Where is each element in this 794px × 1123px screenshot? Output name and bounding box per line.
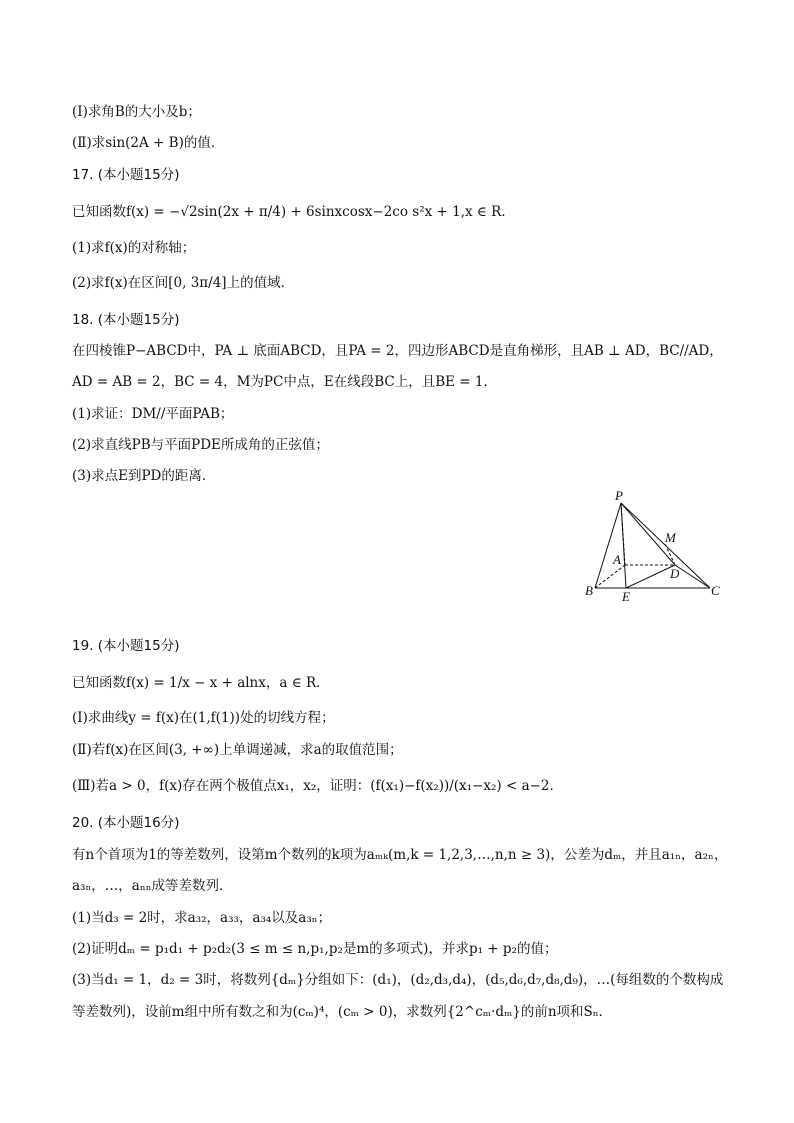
edge-PB (595, 503, 621, 588)
q18-part2: (2)求直线PB与平面PDE所成角的正弦值； (72, 437, 329, 453)
q20-part3-line1: (3)当d₁ = 1，d₂ = 3时，将数列{dₘ}分组如下：(d₁)，(d₂,d₃,d₄)，(d₅,d₆,d₇,d₈,d₉)，…(每组数的个数构成 (72, 972, 724, 988)
q20-part2: (2)证明dₘ = p₁d₁ + p₂d₂(3 ≤ m ≤ n,p₁,p₂是m的多项式)，并求p₁ + p₂的值； (72, 941, 558, 957)
label-A: A (613, 552, 621, 567)
label-P: P (615, 488, 623, 503)
q17-part2: (2)求f(x)在区间[0, 3π/4]上的值域． (72, 275, 295, 291)
edge-ED (626, 565, 675, 588)
edge-DC (675, 565, 710, 588)
pyramid-figure (585, 488, 725, 606)
q17-stem: 已知函数f(x) = −√2sin(2x + π/4) + 6sinxcosx−2co s²x + 1,x ∈ R． (72, 204, 515, 220)
label-C: C (711, 583, 720, 598)
label-B: B (585, 583, 593, 598)
q18-part3: (3)求点E到PD的距离． (72, 468, 216, 484)
q19-part3: (Ⅲ)若a > 0，f(x)存在两个极值点x₁，x₂，证明：(f(x₁)−f(x₂))/(x₁−x₂) < a−2． (72, 778, 564, 794)
q16-part2: (Ⅱ)求sin(2A + B)的值． (72, 135, 225, 151)
q20-stem-line1: 有n个首项为1的等差数列，设第m个数列的k项为aₘₖ(m,k = 1,2,3,…,n,n ≥ 3)，公差为dₘ，并且a₁ₙ，a₂ₙ， (72, 847, 728, 863)
q16-part1: (Ⅰ)求角B的大小及b； (72, 104, 201, 120)
q19-heading: 19. (本小题15分) (72, 638, 180, 654)
edge-BA (595, 565, 625, 588)
q19-stem: 已知函数f(x) = 1/x − x + alnx，a ∈ R． (72, 675, 330, 691)
q18-heading: 18. (本小题15分) (72, 312, 180, 328)
q17-heading: 17. (本小题15分) (72, 167, 180, 183)
label-E: E (622, 589, 630, 604)
q19-part2: (Ⅱ)若f(x)在区间(3, +∞)上单调递减，求a的取值范围； (72, 742, 403, 758)
q18-part1: (1)求证：DM//平面PAB； (72, 406, 234, 422)
pyramid-diagram (585, 488, 725, 606)
q17-part1: (1)求f(x)的对称轴； (72, 240, 196, 256)
q20-stem-line2: a₃ₙ，…，aₙₙ成等差数列． (72, 878, 233, 894)
q19-part1: (Ⅰ)求曲线y = f(x)在(1,f(1))处的切线方程； (72, 710, 335, 726)
q18-stem-line2: AD = AB = 2，BC = 4，M为PC中点，E在线段BC上，且BE = 1． (72, 374, 497, 390)
q20-heading: 20. (本小题16分) (72, 815, 180, 831)
q18-stem-line1: 在四棱锥P−ABCD中，PA ⊥ 底面ABCD，且PA = 2，四边形ABCD是直角梯形，且AB ⊥ AD，BC//AD， (72, 343, 723, 359)
q20-part3-line2: 等差数列)，设前m组中所有数之和为(cₘ)⁴，(cₘ > 0)，求数列{2^cₘ·dₘ}的前n项和Sₙ． (72, 1004, 613, 1020)
label-M: M (665, 530, 676, 545)
label-D: D (670, 566, 680, 581)
q20-part1: (1)当d₃ = 2时，求a₃₂，a₃₃，a₃₄以及a₃ₙ； (72, 910, 332, 926)
